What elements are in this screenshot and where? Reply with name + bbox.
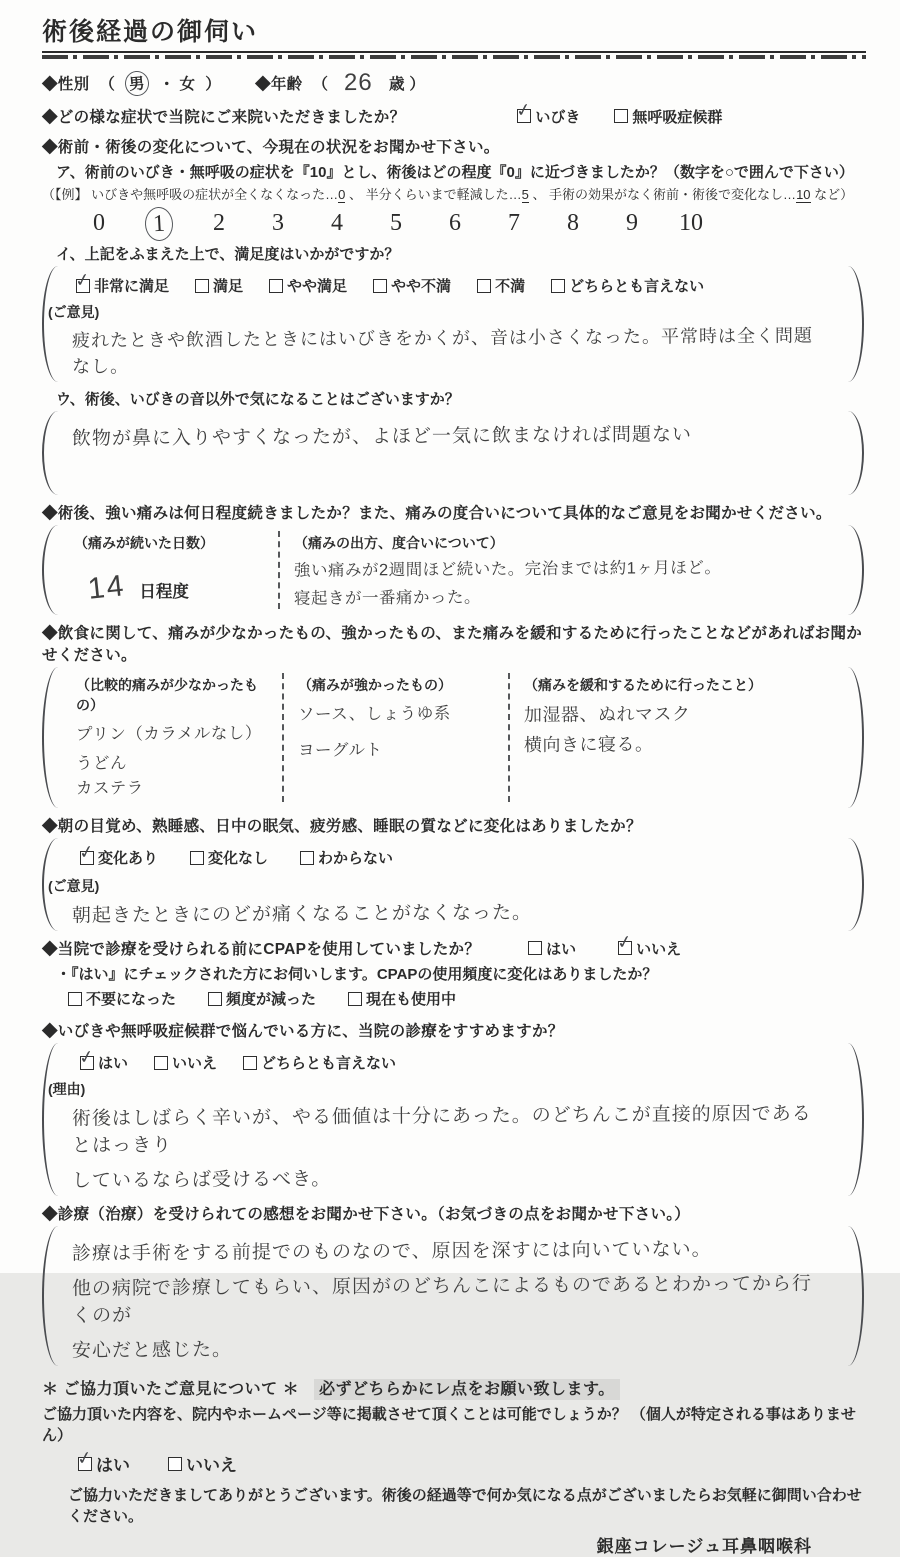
- checkbox-icon: [517, 109, 531, 123]
- checkbox-very-satisfied: [76, 275, 169, 296]
- publish-question: ご協力頂いた内容を、院内やホームページ等に掲載させて頂くことは可能でしょうか？ （個人が特定される事はありません）: [42, 1406, 856, 1444]
- checkbox-icon: [68, 992, 82, 1006]
- checkbox-icon: [614, 109, 628, 123]
- handwritten-food-item: ヨーグルト: [297, 741, 383, 760]
- checkbox-label: はい: [98, 1055, 129, 1072]
- publish-options: [78, 1451, 866, 1476]
- checkbox-frequency-reduced: [208, 988, 316, 1009]
- pain-detail-label: （痛みの出方、度合いについて）: [294, 535, 504, 551]
- checkbox-label: はい: [96, 1456, 130, 1475]
- gender-male-circled: 男: [124, 70, 150, 97]
- scale-number: 0: [93, 210, 105, 236]
- footer-note: [42, 1376, 866, 1399]
- handwritten-food-item: ソース、しょうゆ系: [297, 704, 451, 724]
- satisfaction-box: [42, 266, 864, 382]
- age-paren-close: 歳 ）: [388, 76, 426, 93]
- section-change-heading: ◆術前・術後の変化について、今現在の状況をお聞かせ下さい。: [42, 139, 500, 156]
- checkbox-publish-yes: [78, 1451, 130, 1476]
- checkbox-label: いびき: [535, 108, 581, 126]
- food-col-relief: [508, 673, 830, 802]
- checkbox-icon: [80, 1056, 94, 1070]
- checkbox-icon: [190, 851, 204, 865]
- example-mid1: 、 半分くらいまで軽減した…: [345, 187, 522, 202]
- scale-number: 7: [508, 210, 520, 236]
- checkbox-icon: [154, 1056, 168, 1070]
- checkbox-publish-no: [168, 1451, 237, 1476]
- checkbox-label: 不要になった: [86, 991, 177, 1008]
- checkbox-icon: [80, 851, 94, 865]
- checkbox-recommend-no: [154, 1052, 217, 1073]
- example-five: 5: [521, 187, 529, 202]
- checkbox-label: わからない: [318, 850, 394, 867]
- checkbox-cpap-no: [618, 938, 681, 959]
- scale-number: 8: [567, 210, 579, 236]
- checkbox-still-using: [348, 988, 456, 1009]
- page-title: 術後経過の御伺い: [42, 19, 259, 46]
- checkbox-label: 現在も使用中: [366, 991, 457, 1008]
- checkbox-icon: [477, 279, 491, 293]
- checkbox-changed: [80, 847, 158, 868]
- scale-number: 2: [213, 210, 225, 236]
- checkbox-icon: [348, 992, 362, 1006]
- gender-rest: ・ 女: [159, 76, 196, 93]
- question-other-concerns: ウ、術後、いびきの音以外で気になることはございますか？: [56, 391, 460, 408]
- thanks-text: ご協力いただきましてありがとうございます。術後の経過等で何か気になる点がございましたらお気軽に御問い合わせください。: [68, 1487, 862, 1525]
- checkbox-label: やや不満: [391, 278, 452, 295]
- comment-label: (ご意見): [48, 304, 100, 320]
- other-concerns-box: [42, 411, 864, 495]
- handwritten-relief-item: 横向きに寝る。: [523, 734, 654, 756]
- handwritten-food-item: うどん: [75, 754, 128, 773]
- pain-question: ◆術後、強い痛みは何日程度続きましたか？また、痛みの度合いについて具体的なご意見をお聞かせください。: [42, 505, 832, 522]
- pain-days-value: 14: [86, 569, 127, 606]
- food-col-label: （比較的痛みが少なかったもの）: [76, 677, 258, 713]
- checkbox-label: はい: [546, 940, 577, 958]
- example-mid2: 、 手術の効果がなく術前・術後で変化なし…: [528, 187, 797, 202]
- cpap-question: ◆当院で診療を受けられる前にCPAPを使用していましたか？: [42, 941, 481, 958]
- checkbox-apnea: [614, 106, 722, 127]
- checkbox-icon: [373, 279, 387, 293]
- handwritten-impression-3: 安心だと感じた。: [71, 1339, 233, 1362]
- checkbox-label: 変化あり: [98, 850, 159, 867]
- handwritten-food-item: プリン（カラメルなし）: [75, 724, 262, 744]
- pain-days-cell: [72, 531, 280, 609]
- checkbox-cpap-yes: [528, 938, 576, 959]
- food-box: [42, 667, 864, 808]
- scale-row: [86, 207, 866, 241]
- checkbox-recommend-yes: [80, 1052, 128, 1073]
- checkbox-label: 非常に満足: [94, 278, 170, 295]
- scale-example: [42, 184, 866, 203]
- age-label: ◆年齢: [255, 76, 303, 93]
- question-scale: ア、術前のいびき・無呼吸の症状を『10』とし、術後はどの程度『0』に近づきましたか？（数字を○で囲んで下さい）: [56, 164, 854, 181]
- checkbox-icon: [168, 1457, 182, 1471]
- handwritten-pain-detail-2: 寝起きが一番痛かった。: [293, 588, 482, 608]
- checkbox-satisfied: [195, 275, 243, 296]
- checkbox-somewhat-satisfied: [269, 275, 347, 296]
- handwritten-sleep-comment: 朝起きたときにのどが痛くなることがなくなった。: [71, 902, 533, 927]
- example-zero: 0: [338, 187, 346, 202]
- checkbox-unknown: [300, 847, 393, 868]
- checkbox-label: 無呼吸症候群: [632, 108, 723, 126]
- scale-number: 10: [679, 210, 703, 236]
- checkbox-icon: [300, 851, 314, 865]
- pain-detail-cell: [280, 531, 830, 609]
- example-suffix: など）: [810, 187, 854, 202]
- checkbox-icon: [269, 279, 283, 293]
- impression-box: [42, 1226, 864, 1366]
- handwritten-other-concerns: 飲物が鼻に入りやすくなったが、よほど一気に飲まなければ問題ない: [71, 424, 693, 450]
- food-col-label: （痛みを緩和するために行ったこと）: [524, 677, 762, 693]
- food-question: ◆飲食に関して、痛みが少なかったもの、強かったもの、また痛みを緩和するために行ったことなどがあればお聞かせください。: [42, 625, 863, 664]
- footer-note-prefix: ＊ ご協力頂いたご意見について ＊: [42, 1381, 300, 1398]
- food-col-high-pain: [282, 673, 508, 802]
- checkbox-icon: [195, 279, 209, 293]
- recommend-question: ◆いびきや無呼吸症候群で悩んでいる方に、当院の診療をすすめますか？: [42, 1023, 564, 1040]
- checkbox-icon: [618, 941, 632, 955]
- sleep-question: ◆朝の目覚め、熟睡感、日中の眠気、疲労感、睡眠の質などに変化はありましたか？: [42, 818, 642, 835]
- handwritten-pain-detail-1: 強い痛みが2週間ほど続いた。完治までは約1ヶ月ほど。: [293, 558, 722, 580]
- handwritten-food-item: カステラ: [75, 779, 144, 798]
- age-paren-open: （: [312, 76, 329, 93]
- checkbox-dissatisfied: [477, 275, 525, 296]
- checkbox-snoring: [517, 106, 580, 127]
- checkbox-recommend-neither: [243, 1052, 396, 1073]
- checkbox-label: 変化なし: [208, 850, 269, 867]
- scale-number-selected: 1: [144, 206, 174, 241]
- handwritten-reason-2: しているならば受けるべき。: [71, 1168, 332, 1192]
- header: [42, 12, 866, 53]
- checkbox-icon: [243, 1056, 257, 1070]
- reason-label: (理由): [48, 1081, 86, 1097]
- checkbox-label: 頻度が減った: [226, 991, 317, 1008]
- comment-label: (ご意見): [48, 878, 100, 894]
- food-col-label: （痛みが強かったもの）: [298, 677, 452, 693]
- checkbox-label: どちらとも言えない: [569, 278, 705, 295]
- scale-number: 5: [390, 210, 402, 236]
- checkbox-no-longer-needed: [68, 988, 176, 1009]
- pain-days-unit: 日程度: [139, 583, 189, 601]
- checkbox-label: やや満足: [287, 278, 348, 295]
- sleep-box: [42, 838, 864, 931]
- cpap-sub-question: ・『はい』にチェックされた方にお伺いします。CPAPの使用頻度に変化はありましたか？: [56, 966, 658, 983]
- question-satisfaction: イ、上記をふまえた上で、満足度はいかがですか？: [56, 246, 400, 263]
- symptom-row: [42, 105, 866, 127]
- food-col-low-pain: [72, 673, 282, 802]
- checkbox-label: いいえ: [636, 940, 682, 958]
- checkbox-icon: [78, 1457, 92, 1471]
- profile-row: [42, 69, 866, 97]
- dashed-divider: [42, 55, 866, 59]
- checkbox-icon: [208, 992, 222, 1006]
- checkbox-label: 不満: [495, 278, 526, 295]
- checkbox-icon: [528, 941, 542, 955]
- handwritten-relief-item: 加湿器、ぬれマスク: [523, 703, 691, 726]
- checkbox-label: どちらとも言えない: [261, 1055, 397, 1072]
- scale-number: 6: [449, 210, 461, 236]
- checkbox-neither: [551, 275, 704, 296]
- symptom-question: ◆どの様な症状で当院にご来院いただきましたか？: [42, 109, 406, 126]
- impression-question: ◆診療（治療）を受けられての感想をお聞かせ下さい。（お気づきの点をお聞かせ下さい。）: [42, 1206, 691, 1223]
- handwritten-impression-1: 診療は手術をする前提でのものなので、原因を深すには向いていない。: [71, 1239, 712, 1265]
- handwritten-reason-1: 術後はしばらく辛いが、やる価値は十分にあった。のどちんこが直接的原因であるとはっきり: [71, 1103, 812, 1157]
- scale-number: 4: [331, 210, 343, 236]
- recommend-box: [42, 1043, 864, 1196]
- checkbox-icon: [76, 279, 90, 293]
- handwritten-satisfaction-comment: 疲れたときや飲酒したときにはいびきをかくが、音は小さくなった。平常時は全く問題なし。: [71, 325, 813, 377]
- checkbox-label: いいえ: [172, 1055, 218, 1072]
- clinic-name: 銀座コレージュ耳鼻咽喉科: [596, 1537, 812, 1556]
- checkbox-label: 満足: [213, 278, 244, 295]
- scale-number: 3: [272, 210, 284, 236]
- gender-paren-close: ）: [205, 76, 222, 93]
- footer-note-highlight: 必ずどちらかにレ点をお願い致します。: [314, 1379, 620, 1400]
- age-value: 26: [344, 68, 374, 97]
- pain-days-label: （痛みが続いた日数）: [74, 535, 214, 551]
- cpap-sub-options: [68, 988, 866, 1009]
- gender-paren-open: （: [99, 76, 116, 93]
- checkbox-no-change: [190, 847, 268, 868]
- checkbox-icon: [551, 279, 565, 293]
- scale-number: 9: [626, 210, 638, 236]
- example-ten: 10: [796, 187, 811, 202]
- checkbox-somewhat-dissatisfied: [373, 275, 451, 296]
- checkbox-label: いいえ: [186, 1456, 237, 1475]
- gender-label: ◆性別: [42, 76, 90, 93]
- example-prefix: （【例】 いびきや無呼吸の症状が全くなくなった…: [42, 187, 339, 202]
- handwritten-impression-2: 他の病院で診療してもらい、原因がのどちんこによるものであるとわかってから行くのが: [71, 1273, 812, 1327]
- pain-box: [42, 525, 864, 615]
- cpap-row: [42, 937, 866, 959]
